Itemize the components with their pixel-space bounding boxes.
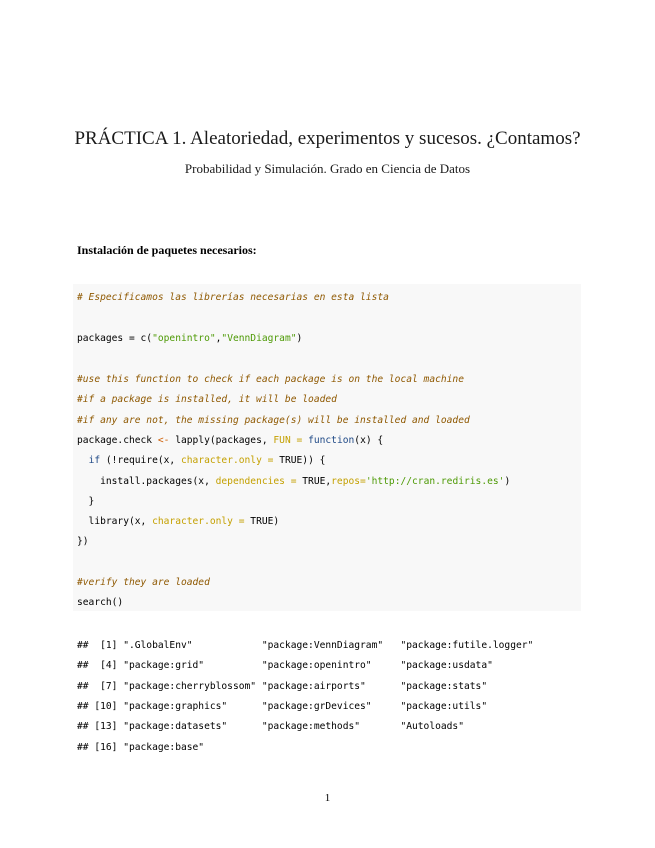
code-line-install: [77, 476, 510, 488]
code-string: "openintro": [152, 333, 216, 344]
code-text: [77, 455, 89, 466]
code-text: TRUE): [244, 516, 280, 527]
code-text: ): [296, 333, 303, 344]
code-text: ,: [215, 333, 222, 344]
code-text: packages = c(: [77, 333, 153, 344]
document-title: PRÁCTICA 1. Aleatoriedad, experimentos y sucesos. ¿Contamos?: [74, 128, 581, 149]
code-text: TRUE)) {: [273, 455, 326, 466]
code-text: TRUE,: [296, 476, 332, 487]
code-line-comment: [77, 415, 470, 427]
code-comment: #if a package is installed, it will be loaded: [77, 394, 337, 405]
code-text: ): [504, 476, 511, 487]
output-line: ## [4] "package:grid" "package:openintro" "package:usdata": [77, 660, 493, 671]
output-line: ## [16] "package:base": [77, 742, 205, 753]
code-line-close-brace: }: [77, 496, 95, 507]
code-argument: character.only =: [181, 455, 274, 466]
code-text: lapply(packages,: [169, 435, 274, 446]
document-subtitle: Probabilidad y Simulación. Grado en Ciencia de Datos: [184, 161, 471, 176]
code-line-comment: [77, 577, 210, 589]
output-line: ## [13] "package:datasets" "package:methods" "Autoloads": [77, 721, 464, 732]
code-line-comment: [77, 374, 464, 386]
code-string: "VennDiagram": [221, 333, 297, 344]
code-comment: #use this function to check if each package is on the local machine: [77, 374, 464, 385]
output-line: ## [7] "package:cherryblossom" "package:airports" "package:stats": [77, 681, 488, 692]
code-line-packages: [77, 333, 302, 345]
code-argument: dependencies =: [215, 476, 297, 487]
code-comment: #if any are not, the missing package(s) will be installed and loaded: [77, 415, 470, 426]
code-block: [73, 284, 581, 611]
code-operator: <-: [157, 435, 170, 446]
code-line-comment: [77, 292, 389, 304]
code-argument: FUN =: [273, 435, 303, 446]
code-keyword: function: [308, 435, 355, 446]
section-heading: Instalación de paquetes necesarios:: [77, 243, 257, 257]
code-text: library(x,: [77, 516, 153, 527]
code-argument: character.only =: [152, 516, 245, 527]
code-argument: repos=: [331, 476, 366, 487]
code-string: 'http://cran.rediris.es': [365, 476, 505, 487]
code-comment: # Especificamos las librerías necesarias en esta lista: [77, 292, 389, 303]
code-line-if: [77, 455, 325, 467]
code-line-package-check: [77, 435, 383, 447]
code-text: install.packages(x,: [77, 476, 216, 487]
code-text: package.check: [77, 435, 158, 446]
code-keyword: if: [88, 455, 101, 466]
code-text: (x) {: [354, 435, 384, 446]
output-line: ## [1] ".GlobalEnv" "package:VennDiagram" "package:futile.logger": [77, 640, 534, 651]
code-text: (!require(x,: [100, 455, 181, 466]
code-line-library: [77, 516, 279, 528]
code-line-close-function: }): [77, 536, 89, 547]
code-line-comment: [77, 394, 337, 406]
output-line: ## [10] "package:graphics" "package:grDevices" "package:utils": [77, 701, 488, 712]
code-line-search: search(): [77, 597, 124, 608]
page-number: 1: [324, 792, 331, 804]
code-comment: #verify they are loaded: [77, 577, 210, 588]
